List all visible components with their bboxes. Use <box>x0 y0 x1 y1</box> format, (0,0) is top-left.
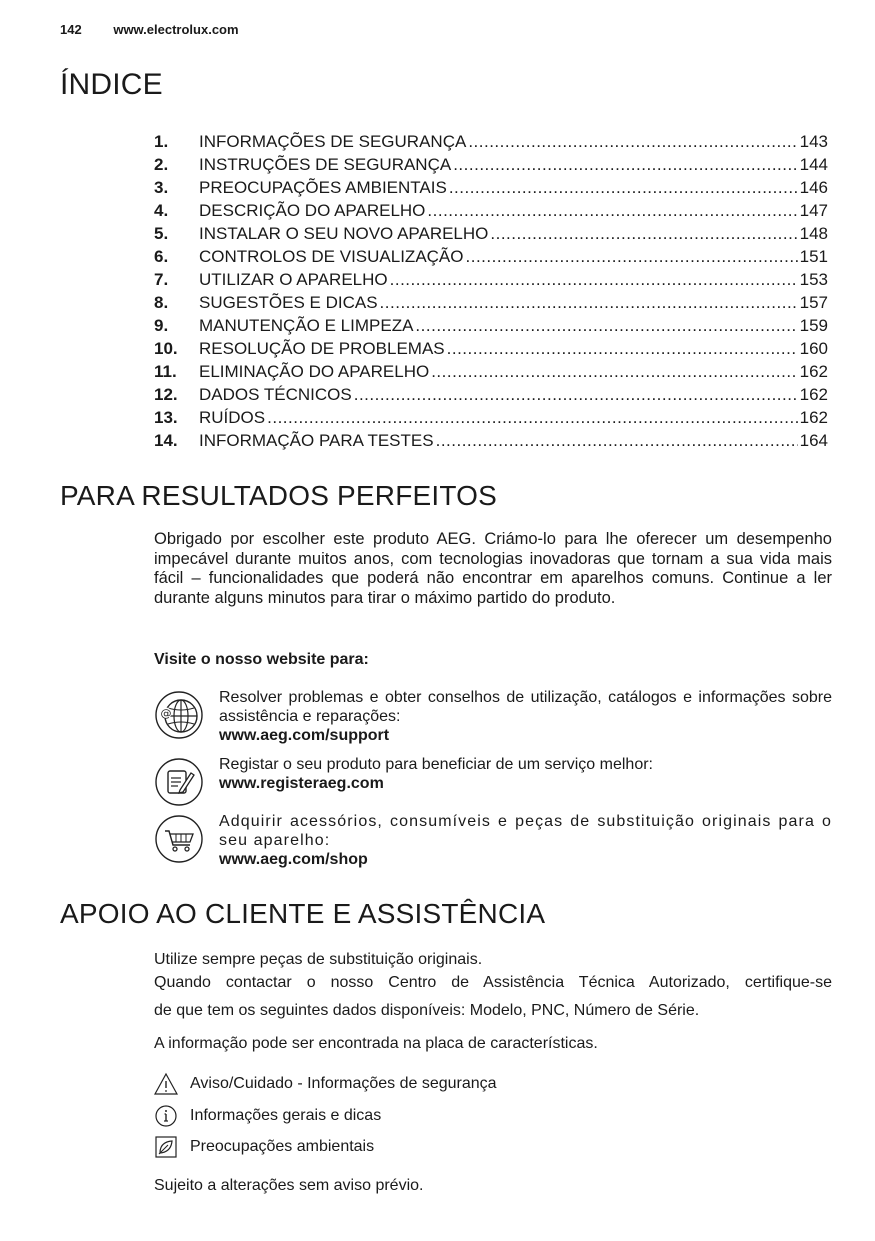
toc-page-number: 144 <box>799 155 828 174</box>
toc-row[interactable] <box>154 406 828 429</box>
register-link[interactable]: www.registeraeg.com <box>219 775 384 792</box>
toc-row[interactable] <box>154 429 828 452</box>
toc-number: 14. <box>154 431 178 450</box>
toc-row[interactable] <box>154 337 828 360</box>
toc-title: RESOLUÇÃO DE PROBLEMAS <box>199 339 445 358</box>
toc-leader-dots <box>267 406 798 429</box>
toc-row[interactable] <box>154 199 828 222</box>
toc-leader-dots <box>390 268 798 291</box>
toc-number: 7. <box>154 270 169 289</box>
toc-title: CONTROLOS DE VISUALIZAÇÃO <box>199 247 464 266</box>
toc-leader-dots <box>354 383 798 406</box>
toc-page-number: 151 <box>799 247 828 266</box>
index-title: ÍNDICE <box>60 68 163 101</box>
legend-label: Preocupações ambientais <box>190 1138 375 1155</box>
toc-page-number: 159 <box>799 316 828 335</box>
toc-leader-dots <box>449 176 798 199</box>
visit-item-text <box>219 812 832 869</box>
legend-label: Aviso/Cuidado - Informações de segurança <box>190 1075 497 1092</box>
support-paragraph: A informação pode ser encontrada na placa de características. <box>154 1035 598 1052</box>
leaf-icon <box>154 1135 178 1159</box>
toc-leader-dots <box>427 199 797 222</box>
support-link[interactable]: www.aeg.com/support <box>219 727 390 744</box>
toc-title: SUGESTÕES E DICAS <box>199 293 378 312</box>
toc-page-number: 157 <box>799 293 828 312</box>
toc-leader-dots <box>468 130 797 153</box>
toc-page-number: 162 <box>799 408 828 427</box>
support-section-title: APOIO AO CLIENTE E ASSISTÊNCIA <box>60 898 546 929</box>
toc-leader-dots <box>436 429 798 452</box>
visit-item-description: Adquirir acessórios, consumíveis e peças de substituição originais para o seu aparelho: <box>219 813 832 849</box>
info-icon <box>154 1104 178 1128</box>
legend-item-warning <box>154 1072 497 1096</box>
toc-title: RUÍDOS <box>199 408 266 427</box>
toc-number: 4. <box>154 201 169 220</box>
visit-item-text <box>219 755 832 793</box>
results-section-title: PARA RESULTADOS PERFEITOS <box>60 480 498 511</box>
toc-page-number: 147 <box>799 201 828 220</box>
toc-row[interactable] <box>154 130 828 153</box>
page-header <box>60 22 239 37</box>
toc-number: 8. <box>154 293 169 312</box>
visit-item-description: Resolver problemas e obter conselhos de utilização, catálogos e informações sobre assistência e reparações: <box>219 689 832 725</box>
toc-number: 2. <box>154 155 169 174</box>
toc-row[interactable] <box>154 176 828 199</box>
support-paragraph: de que tem os seguintes dados disponíveis: Modelo, PNC, Número de Série. <box>154 1002 700 1019</box>
intro-paragraph: Obrigado por escolher este produto AEG. Criámo-lo para lhe oferecer um desempenho impecável durante muitos anos, com tecnologias inovadoras que tornam a sua vida mais fácil – funcionalidades que poderá não encontrar em aparelhos comuns. Continue a ler durante alguns minutos para tirar o máximo partido do produto. <box>154 530 832 607</box>
toc-number: 12. <box>154 385 178 404</box>
toc-title: INFORMAÇÃO PARA TESTES <box>199 431 434 450</box>
toc-row[interactable] <box>154 383 828 406</box>
toc-page-number: 143 <box>799 132 828 151</box>
svg-text:@: @ <box>160 707 172 720</box>
toc-row[interactable] <box>154 153 828 176</box>
page-number: 142 <box>60 22 82 37</box>
toc-title: INFORMAÇÕES DE SEGURANÇA <box>199 132 467 151</box>
cart-icon <box>154 814 204 864</box>
toc-number: 5. <box>154 224 169 243</box>
toc-leader-dots <box>431 360 797 383</box>
toc-page-number: 160 <box>799 339 828 358</box>
toc-number: 13. <box>154 408 178 427</box>
toc-page-number: 146 <box>799 178 828 197</box>
legend-item-environment <box>154 1135 374 1159</box>
toc-row[interactable] <box>154 245 828 268</box>
toc-row[interactable] <box>154 314 828 337</box>
visit-heading: Visite o nosso website para: <box>154 651 369 668</box>
toc-row[interactable] <box>154 291 828 314</box>
toc-leader-dots <box>466 245 798 268</box>
toc-leader-dots <box>490 222 797 245</box>
legend-label: Informações gerais e dicas <box>190 1107 382 1124</box>
footer-note: Sujeito a alterações sem aviso prévio. <box>154 1177 424 1194</box>
toc-title: PREOCUPAÇÕES AMBIENTAIS <box>199 178 447 197</box>
globe-icon <box>154 690 204 740</box>
toc-number: 1. <box>154 132 169 151</box>
warning-icon <box>154 1072 178 1096</box>
support-paragraph: Utilize sempre peças de substituição originais. <box>154 951 483 968</box>
table-of-contents <box>154 130 828 452</box>
toc-leader-dots <box>415 314 797 337</box>
toc-title: DESCRIÇÃO DO APARELHO <box>199 201 426 220</box>
toc-title: DADOS TÉCNICOS <box>199 385 352 404</box>
visit-item-description: Registar o seu produto para beneficiar de um serviço melhor: <box>219 756 653 773</box>
toc-row[interactable] <box>154 222 828 245</box>
toc-page-number: 153 <box>799 270 828 289</box>
toc-number: 3. <box>154 178 169 197</box>
toc-leader-dots <box>453 153 797 176</box>
toc-title: UTILIZAR O APARELHO <box>199 270 388 289</box>
visit-item-text <box>219 688 832 745</box>
toc-page-number: 164 <box>799 431 828 450</box>
toc-number: 9. <box>154 316 169 335</box>
header-website: www.electrolux.com <box>113 22 239 37</box>
toc-row[interactable] <box>154 360 828 383</box>
shop-link[interactable]: www.aeg.com/shop <box>219 851 368 868</box>
toc-number: 6. <box>154 247 169 266</box>
toc-title: INSTRUÇÕES DE SEGURANÇA <box>199 155 452 174</box>
toc-title: ELIMINAÇÃO DO APARELHO <box>199 362 430 381</box>
toc-row[interactable] <box>154 268 828 291</box>
toc-number: 10. <box>154 339 178 358</box>
toc-page-number: 148 <box>799 224 828 243</box>
legend-item-info <box>154 1104 381 1128</box>
toc-page-number: 162 <box>799 362 828 381</box>
support-paragraph: Quando contactar o nosso Centro de Assistência Técnica Autorizado, certifique-se <box>154 974 832 991</box>
toc-number: 11. <box>154 362 177 381</box>
toc-page-number: 162 <box>799 385 828 404</box>
toc-leader-dots <box>380 291 798 314</box>
toc-title: INSTALAR O SEU NOVO APARELHO <box>199 224 489 243</box>
register-icon <box>154 757 204 807</box>
toc-title: MANUTENÇÃO E LIMPEZA <box>199 316 414 335</box>
toc-leader-dots <box>447 337 798 360</box>
